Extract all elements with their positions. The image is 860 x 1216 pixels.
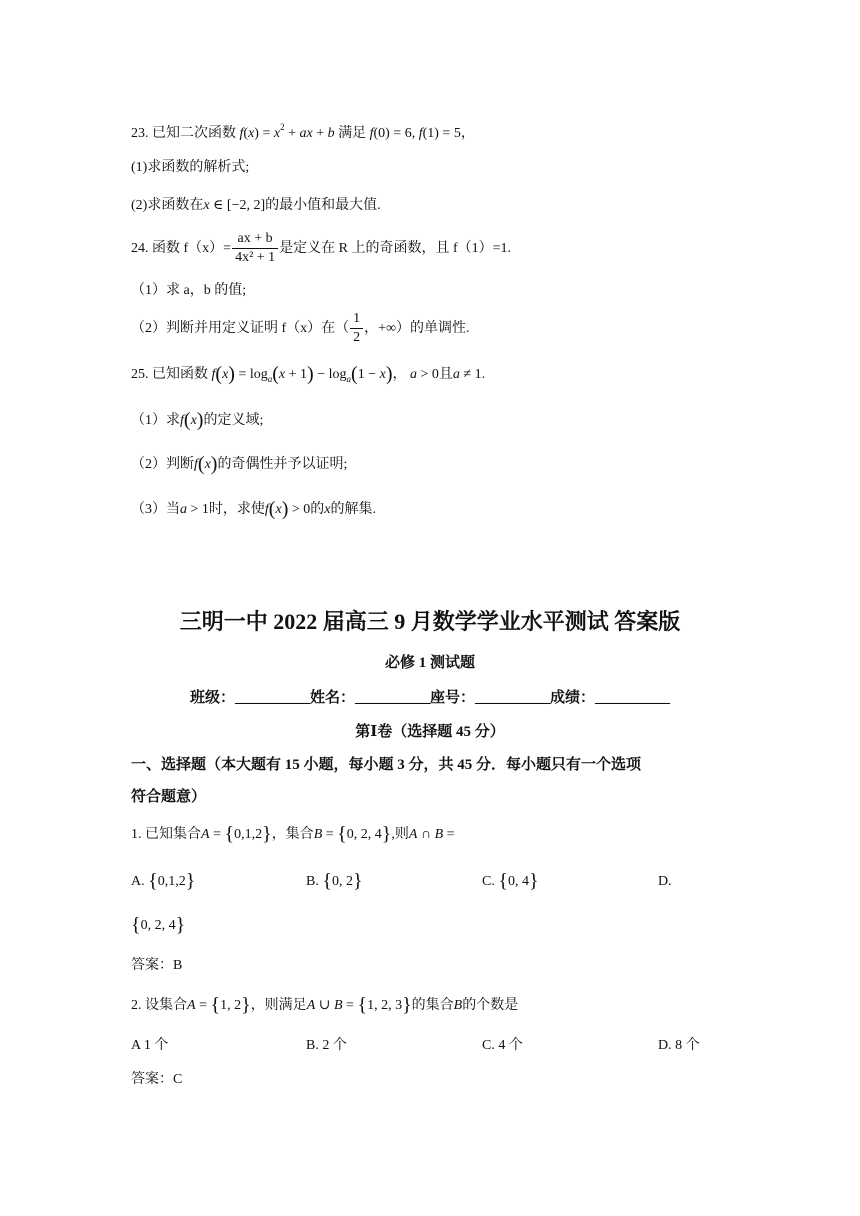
q1-opt-c-label: C. bbox=[482, 874, 495, 889]
q25-part3-b: 时，求使 bbox=[208, 502, 265, 517]
q1-option-a: A. {0,1,2} bbox=[131, 870, 196, 892]
q2-stem-d: 的个数是 bbox=[462, 998, 519, 1013]
q1-option-b: B. {0, 2} bbox=[306, 870, 363, 892]
q23-stem-prefix: 23. 已知二次函数 bbox=[131, 126, 236, 141]
q1-option-c: C. {0, 4} bbox=[482, 870, 539, 892]
q2-option-c: C. 4 个 bbox=[482, 1038, 523, 1053]
q25-part1-b: 的定义域; bbox=[203, 413, 264, 428]
q2-stem-b: ，则满足 bbox=[250, 998, 307, 1013]
q23-part1: (1)求函数的解析式; bbox=[131, 160, 250, 175]
q1-stem-c: ,则 bbox=[391, 827, 409, 842]
q23-stem: 23. 已知二次函数 $f(x) = x^2$ + ax + b 满足 f(0) = 6, f(1) = 5， bbox=[131, 122, 475, 141]
q23-part2: (2)求函数在x ∈ [−2, 2]的最小值和最大值. bbox=[131, 198, 381, 213]
q24-stem bbox=[131, 230, 511, 268]
q24-stem-a: 24. 函数 f（x）= bbox=[131, 241, 232, 256]
section-heading-line1: 一、选择题（本大题有 15 小题，每小题 3 分，共 45 分．每小题只有一个选项 bbox=[131, 757, 642, 773]
q23-formula: f bbox=[239, 126, 244, 141]
q23-stem-connector: 满足 bbox=[338, 126, 367, 141]
q23-part2-b: 的最小值和最大值. bbox=[265, 198, 381, 213]
q25-part2-a: （2）判断 bbox=[131, 457, 194, 472]
q24-part2 bbox=[131, 310, 470, 348]
q25-part2-b: 的奇偶性并予以证明; bbox=[217, 457, 348, 472]
q25-part3-a: （3）当 bbox=[131, 502, 180, 517]
q25-part3: （3）当a > 1时，求使f(x) > 0的x的解集. bbox=[131, 498, 376, 520]
q1-option-d-value: {0, 2, 4} bbox=[131, 914, 186, 936]
volume-heading: 第Ⅰ卷（选择题 45 分） bbox=[355, 724, 505, 740]
q24-part2-a: （2）判断并用定义证明 f（x）在（ bbox=[131, 321, 350, 336]
q1-stem: 1. 已知集合A = {0,1,2}，集合B = {0, 2, 4},则A ∩ B = bbox=[131, 823, 455, 845]
q2-answer: 答案：C bbox=[131, 1072, 183, 1087]
q24-frac-den: 4x² + 1 bbox=[235, 250, 276, 266]
q2-stem-c: 的集合 bbox=[411, 998, 454, 1013]
q23-part2-a: (2)求函数在 bbox=[131, 198, 204, 213]
q2-stem: 2. 设集合A = {1, 2}，则满足A ∪ B = {1, 2, 3}的集合B的个数是 bbox=[131, 994, 519, 1016]
q25-stem-prefix: 25. 已知函数 bbox=[131, 367, 208, 382]
q24-part2-b: ，+∞）的单调性. bbox=[364, 321, 470, 336]
q2-option-d: D. 8 个 bbox=[658, 1038, 700, 1053]
q1-answer: 答案：B bbox=[131, 958, 183, 973]
q1-opt-b-label: B. bbox=[306, 874, 319, 889]
q1-option-d: D. bbox=[658, 874, 672, 889]
q24-part1: （1）求 a，b 的值; bbox=[131, 283, 247, 298]
q25-part2: （2）判断f(x)的奇偶性并予以证明; bbox=[131, 453, 348, 475]
q25-part1-a: （1）求 bbox=[131, 413, 180, 428]
q23-conditions: f bbox=[369, 126, 374, 141]
q25-formula: $f(x) = \log_a(x + 1) - \log_a(1 - x)$ bbox=[211, 363, 393, 385]
half-fraction: $\frac{1}{2}$ bbox=[350, 310, 363, 347]
q1-stem-a: 1. 已知集合 bbox=[131, 827, 201, 842]
q25-part3-c: 的 bbox=[310, 502, 325, 517]
q24-frac-num: ax + b bbox=[232, 230, 278, 249]
q23-stem-end: ， bbox=[460, 126, 475, 141]
q2-stem-a: 2. 设集合 bbox=[131, 998, 187, 1013]
q1-opt-a-label: A. bbox=[131, 874, 145, 889]
q25-stem: 25. 已知函数 $f(x) = \log_a(x + 1) - \log_a(1 - x)$， a > 0且a ≠ 1. bbox=[131, 363, 486, 385]
student-info-line: 班级：__________姓名：__________座号：__________成绩：__________ bbox=[189, 690, 670, 706]
q24-stem-b: 是定义在 R 上的奇函数，且 f（1）=1. bbox=[279, 241, 512, 256]
exam-subtitle: 必修 1 测试题 bbox=[384, 655, 475, 671]
q24-fraction bbox=[232, 230, 278, 267]
q25-part3-d: 的解集. bbox=[330, 502, 376, 517]
q2-option-a: A 1 个 bbox=[131, 1038, 169, 1053]
q2-option-b: B. 2 个 bbox=[306, 1038, 347, 1053]
q25-part1: （1）求f(x)的定义域; bbox=[131, 409, 264, 431]
exam-title: 三明一中 2022 届高三 9 月数学学业水平测试 答案版 bbox=[179, 609, 681, 634]
section-heading-line2: 符合题意） bbox=[131, 789, 207, 805]
q1-stem-b: ，集合 bbox=[271, 827, 314, 842]
q25-stem-cond: 且 bbox=[438, 367, 453, 382]
